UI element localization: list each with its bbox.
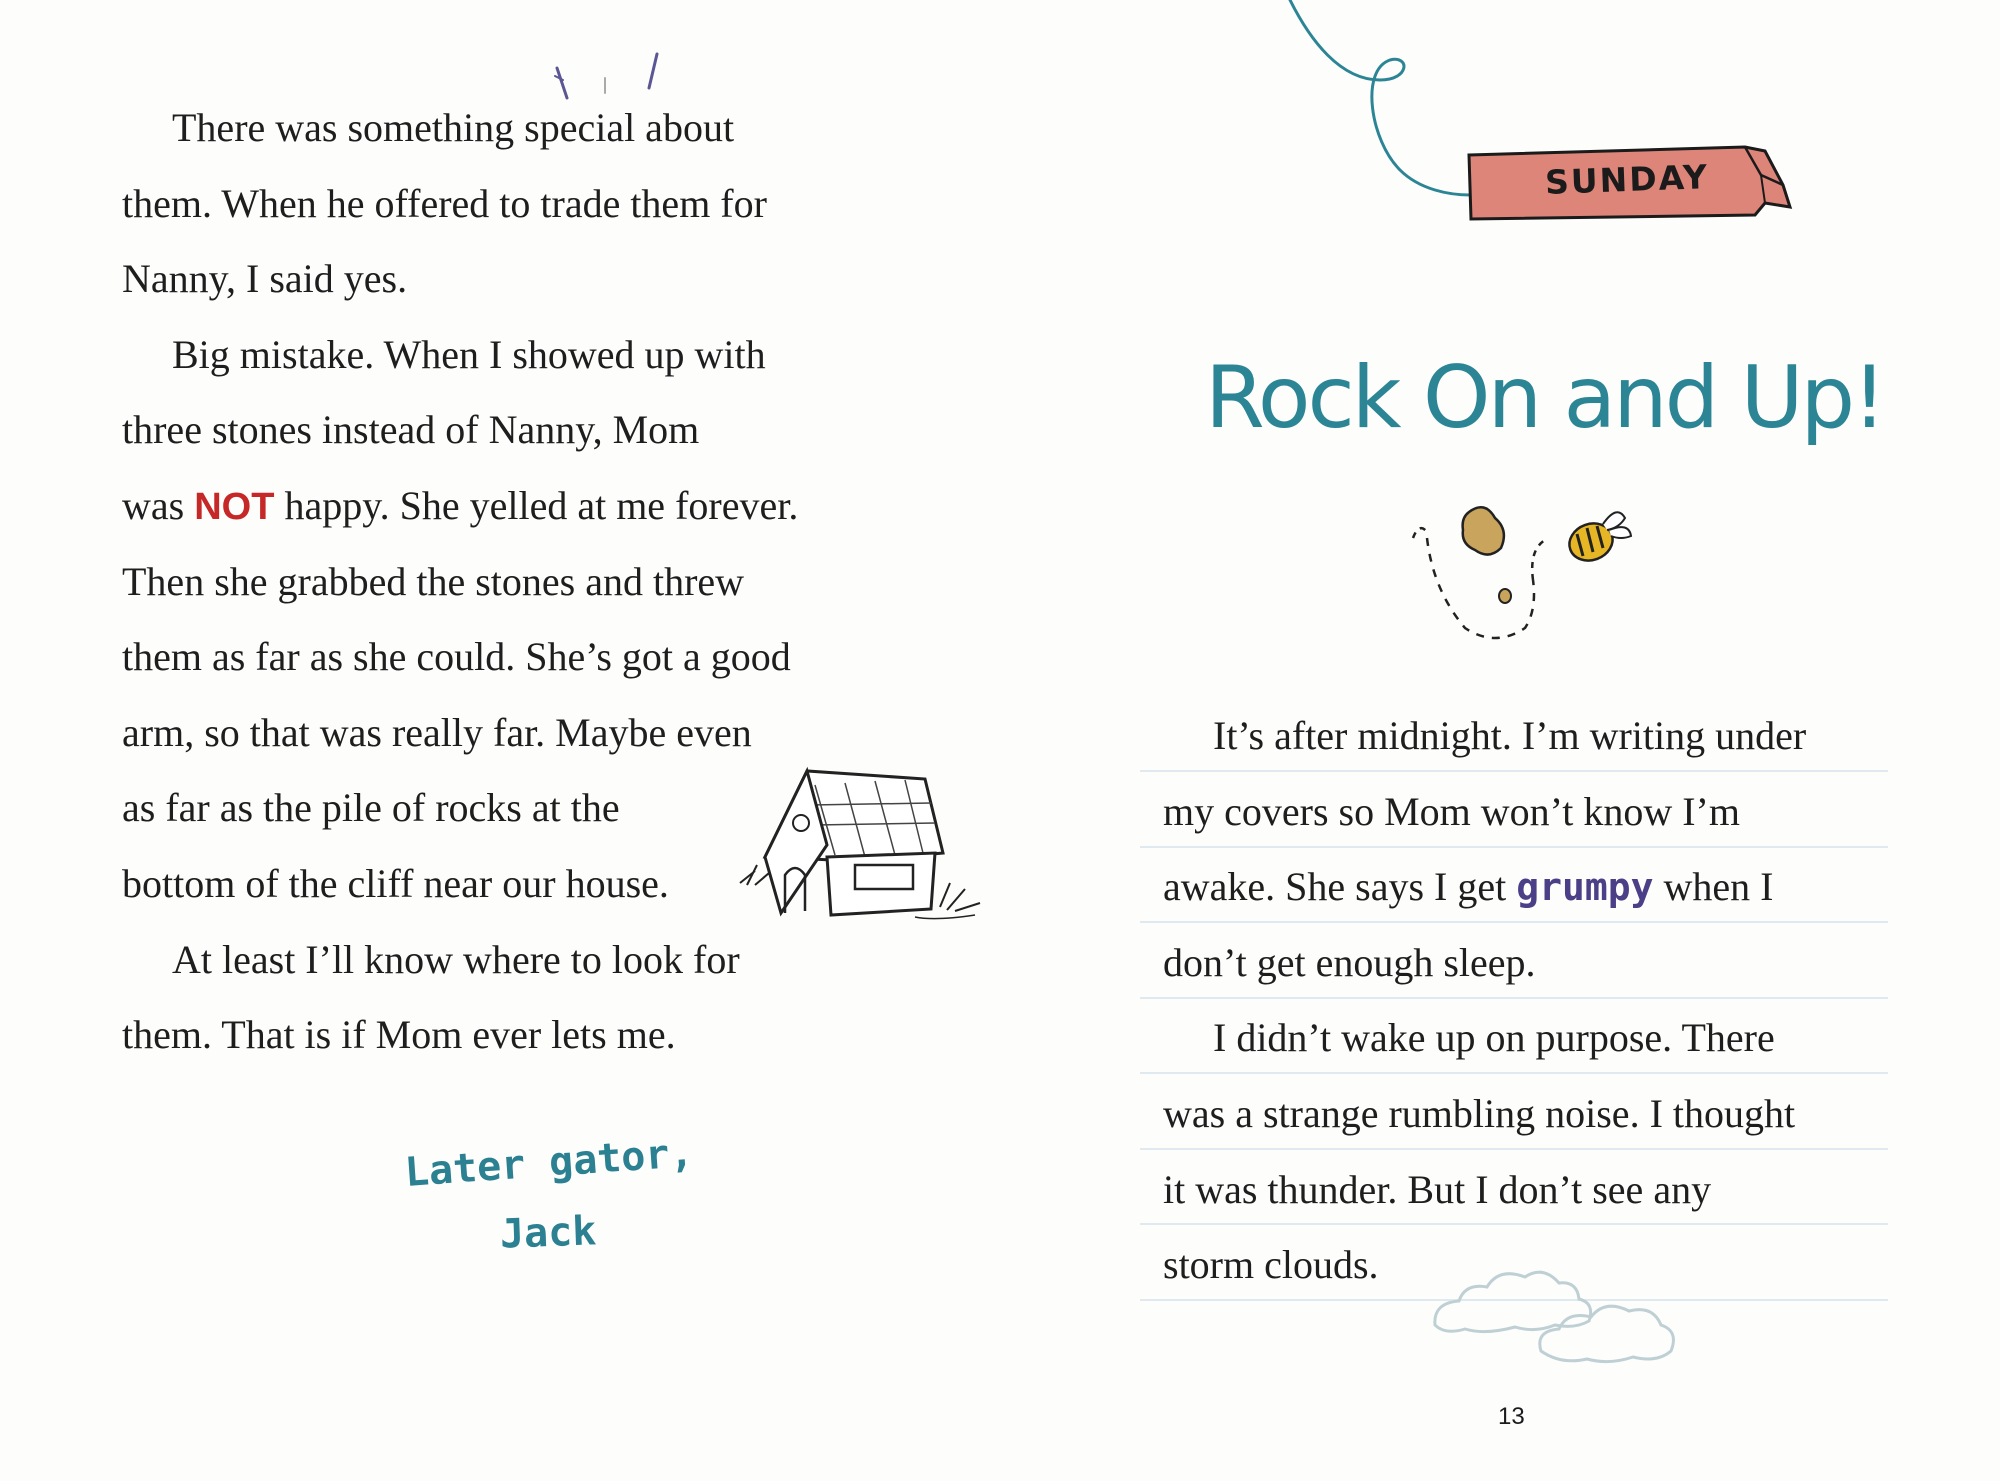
- text-line: Nanny, I said yes.: [122, 256, 408, 302]
- text-line: Then she grabbed the stones and threw: [122, 558, 745, 604]
- emphasis-grumpy: grumpy: [1516, 865, 1654, 910]
- signoff-line-1: Later gator,: [403, 1129, 695, 1196]
- cloud-illustration: [1425, 1255, 1685, 1375]
- emphasis-not: NOT: [194, 485, 275, 528]
- chapter-title: Rock On and Up!: [1205, 348, 1884, 448]
- text-line: I didn’t wake up on purpose. There: [1213, 1015, 1775, 1061]
- text-line: three stones instead of Nanny, Mom: [122, 407, 700, 453]
- text-line: them. That is if Mom ever lets me.: [122, 1012, 676, 1058]
- text-fragment: awake. She says I get: [1163, 864, 1517, 910]
- text-line: It’s after midnight. I’m writing under: [1213, 713, 1807, 758]
- text-line-with-emphasis: [122, 468, 882, 544]
- text-fragment: when I: [1653, 864, 1774, 910]
- text-line: There was something special about: [172, 105, 735, 150]
- text-line-with-emphasis: [1163, 849, 1903, 925]
- text-fragment: happy. She yelled at me forever.: [274, 482, 799, 528]
- text-line: my covers so Mom won’t know I’m: [1163, 788, 1740, 834]
- text-line: them. When he offered to trade them for: [122, 180, 767, 226]
- day-label: SUNDAY: [1544, 157, 1710, 202]
- text-line: arm, so that was really far. Maybe even: [122, 709, 752, 755]
- text-fragment: was: [122, 482, 195, 528]
- text-line: At least I’ll know where to look for: [172, 936, 740, 982]
- text-line: bottom of the cliff near our house.: [122, 860, 669, 906]
- signoff-signature: Jack: [499, 1208, 598, 1258]
- text-line: Big mistake. When I showed up with: [172, 331, 766, 377]
- house-illustration: [735, 765, 985, 925]
- left-page-text: [122, 90, 882, 1073]
- rock-and-bee-illustration: [1405, 500, 1645, 650]
- right-page-text: [1163, 698, 1903, 1303]
- text-line: them as far as she could. She’s got a good: [122, 634, 791, 680]
- text-line: don’t get enough sleep.: [1163, 939, 1536, 985]
- text-line: storm clouds.: [1163, 1242, 1379, 1288]
- page-number: 13: [1498, 1403, 1525, 1430]
- text-line: as far as the pile of rocks at the: [122, 785, 620, 831]
- text-line: was a strange rumbling noise. I thought: [1163, 1090, 1796, 1136]
- text-line: it was thunder. But I don’t see any: [1163, 1166, 1712, 1212]
